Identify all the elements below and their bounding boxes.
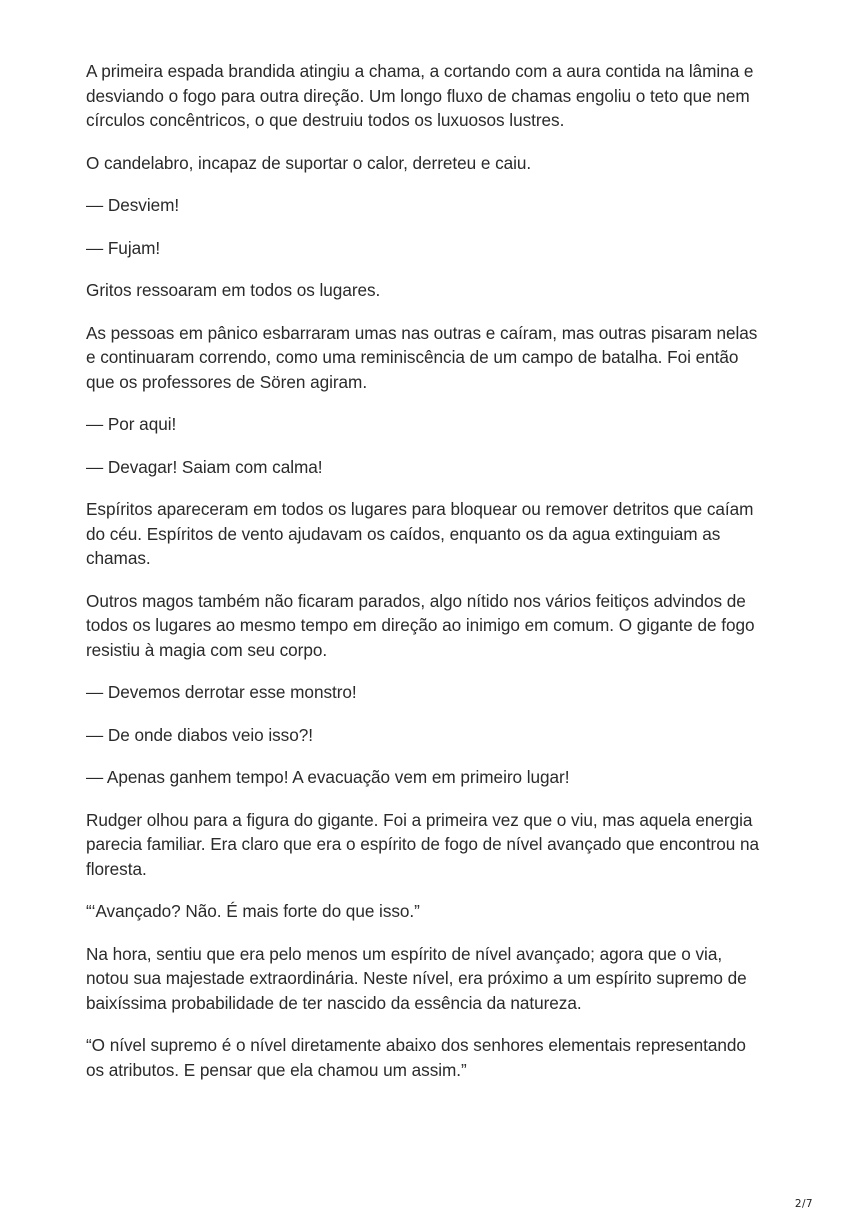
paragraph: Rudger olhou para a figura do gigante. Foi a primeira vez que o viu, mas aquela energia parecia familiar. Era claro que era o espírito de fogo de nível avançado que encontrou na floresta. <box>86 809 759 879</box>
dialogue-line: — Apenas ganhem tempo! A evacuação vem em primeiro lugar! <box>86 767 570 787</box>
page-number: 2/7 <box>794 1198 813 1210</box>
paragraph: Espíritos apareceram em todos os lugares para bloquear ou remover detritos que caíam do céu. Espíritos de vento ajudavam os caídos, enquanto os da agua extinguiam as chamas. <box>86 499 754 568</box>
dialogue-line: — Desviem! <box>86 195 180 215</box>
paragraph: As pessoas em pânico esbarraram umas nas outras e caíram, mas outras pisaram nelas e continuaram correndo, como uma reminiscência de um campo de batalha. Foi então que os professores de Sören agiram. <box>86 322 758 392</box>
dialogue-line: — Por aqui! <box>86 414 177 434</box>
paragraph: O candelabro, incapaz de suportar o calor, derreteu e caiu. <box>86 152 532 173</box>
dialogue-line: — Devagar! Saiam com calma! <box>86 456 323 477</box>
dialogue-line: — De onde diabos veio isso?! <box>86 724 313 745</box>
thought-line: “O nível supremo é o nível diretamente abaixo dos senhores elementais representando os atributos. E pensar que ela chamou um assim.” <box>86 1035 746 1080</box>
dialogue-line: — Fujam! <box>86 237 161 258</box>
paragraph: Outros magos também não ficaram parados, algo nítido nos vários feitiços advindos de todos os lugares ao mesmo tempo em direção ao inimigo em comum. O gigante de fogo resistiu à magia com seu corpo. <box>86 590 755 660</box>
paragraph: A primeira espada brandida atingiu a chama, a cortando com a aura contida na lâmina e desviando o fogo para outra direção. Um longo fluxo de chamas engoliu o teto que nem círculos concêntricos, o que destruiu todos os luxuosos lustres. <box>86 61 754 130</box>
dialogue-line: — Devemos derrotar esse monstro! <box>86 682 357 702</box>
paragraph: Gritos ressoaram em todos os lugares. <box>86 280 381 300</box>
paragraph: Na hora, sentiu que era pelo menos um espírito de nível avançado; agora que o via, notou sua majestade extraordinária. Neste nível, era próximo a um espírito supremo de baixíssima probabilidade de ter nascido da essência da natureza. <box>86 943 747 1013</box>
document-body <box>86 59 782 1100</box>
thought-line: “‘Avançado? Não. É mais forte do que isso.” <box>86 901 420 921</box>
